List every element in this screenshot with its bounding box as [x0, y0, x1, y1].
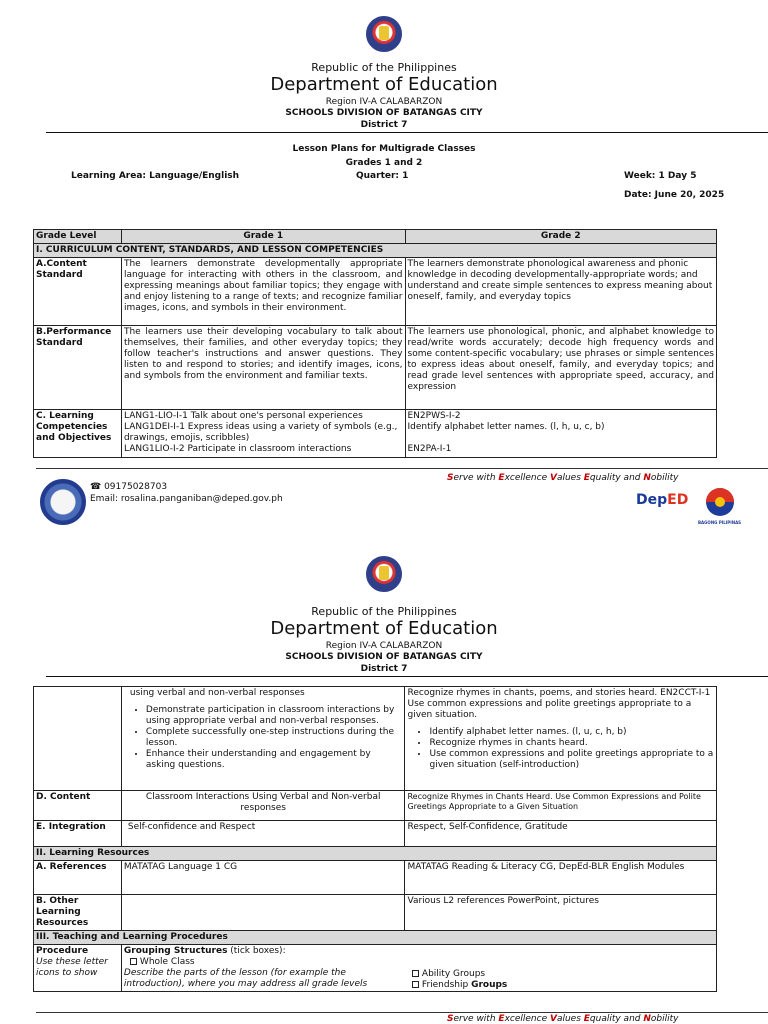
table-row	[34, 791, 717, 821]
objective-list	[146, 705, 403, 771]
ability-groups-option[interactable]: Ability Groups	[412, 969, 485, 980]
section-row	[34, 931, 717, 945]
performance-g1: The learners use their developing vocabulary to talk about themselves, their families, and other everyday topics; they follow teacher's instructions and answer questions. They listen to and respond to stories; and identify images, icons, and symbols from the environment and familiar texts.	[121, 326, 405, 410]
content-standard-g1: The learners demonstrate developmentally appropriate language for interacting with others in the classroom, and expressing meanings about familiar topics; they engage with and enjoy listening to a range of texts; and recognize familiar images, icons, and symbols in their environment.	[121, 258, 405, 326]
table-row	[34, 821, 717, 847]
deped-logo: DepED	[636, 492, 689, 508]
republic-text: Republic of the Philippines	[311, 605, 457, 618]
competency-item: EN2PA-I-1	[407, 444, 452, 454]
competency-item: LANG1LIO-I-2 Participate in classroom interactions	[123, 444, 352, 454]
competency-item: LANG1DEI-I-1 Express ideas using a variety of symbols (e.g., drawings, emojis, scribbles)	[123, 422, 398, 443]
other-resources-label: B. Other Learning Resources	[34, 895, 122, 931]
competencies-g1	[121, 410, 405, 458]
list-item: • Complete successfully one-step instructions during the lesson.	[146, 727, 403, 749]
list-item: • Demonstrate participation in classroom interactions by using appropriate verbal and non-verbal responses.	[146, 705, 403, 727]
col-grade-level: Grade Level	[34, 230, 122, 244]
header-rule	[46, 132, 768, 133]
section-procedures: III. Teaching and Learning Procedures	[34, 931, 717, 945]
content-standard-g2: The learners demonstrate phonological awareness and phonic knowledge in decoding developmentally-appropriate words; and understand and create simple sentences to express meaning about oneself, family, and everyday topics	[405, 258, 717, 326]
objectives-g2	[405, 687, 717, 791]
motto: Serve with Excellence Values Equality and Nobility	[447, 473, 679, 483]
objectives-g1	[121, 687, 405, 791]
republic-text: Republic of the Philippines	[311, 61, 457, 74]
integration-g2: Respect, Self-Confidence, Gratitude	[405, 821, 717, 847]
procedure-label: Procedure	[36, 946, 89, 956]
section-row	[34, 244, 717, 258]
list-item: • Enhance their understanding and engagement by asking questions.	[146, 749, 403, 771]
week-day: Week: 1 Day 5	[624, 171, 697, 181]
section-resources: II. Learning Resources	[34, 847, 717, 861]
competency-spacer	[408, 433, 715, 444]
lesson-title: Lesson Plans for Multigrade Classes	[292, 144, 476, 154]
lesson-table-2	[33, 686, 717, 992]
motto: Serve with Excellence Values Equality and Nobility	[447, 1014, 679, 1024]
bagong-pilipinas-icon	[700, 486, 740, 520]
grouping-heading: Grouping Structures (tick boxes):	[123, 946, 286, 956]
col-grade2: Grade 2	[405, 230, 717, 244]
procedure-note: Use these letter icons to show	[36, 957, 108, 978]
learning-area: Learning Area: Language/English	[71, 171, 240, 181]
table-row	[34, 895, 717, 931]
region-text: Region IV-A CALABARZON	[325, 97, 443, 107]
empty-label	[34, 687, 122, 791]
bagong-pilipinas-text: BAGONG PILIPINAS	[698, 520, 742, 525]
footer-email: Email: rosalina.panganiban@deped.gov.ph	[90, 494, 283, 504]
region-text: Region IV-A CALABARZON	[325, 641, 443, 651]
other-resources-g2: Various L2 references PowerPoint, pictures	[405, 895, 717, 931]
lesson-date: Date: June 20, 2025	[624, 190, 725, 200]
objective-list	[429, 727, 714, 771]
integration-label: E. Integration	[34, 821, 122, 847]
performance-g2: The learners use phonological, phonic, and alphabet knowledge to read/write words accurately; decode high frequency words and some content-specific vocabulary; use phrases or simple sentences to express ideas about oneself, family, and everyday topics; and read grade level sentences with appropriate speed, accuracy, and expression	[405, 326, 717, 410]
footer-rule	[36, 468, 768, 469]
table-row	[34, 945, 717, 992]
integration-g1: Self-confidence and Respect	[121, 821, 405, 847]
table-row	[34, 861, 717, 895]
checkbox-icon[interactable]	[412, 970, 419, 977]
school-badge-icon	[40, 479, 86, 525]
department-title: Department of Education	[270, 618, 498, 639]
references-g1: MATATAG Language 1 CG	[121, 861, 405, 895]
table-header-row	[34, 230, 717, 244]
lesson-grades: Grades 1 and 2	[345, 158, 423, 168]
friendship-groups-option[interactable]: Friendship Groups	[412, 980, 507, 991]
table-row	[34, 687, 717, 791]
competencies-label: C. Learning Competencies and Objectives	[34, 410, 122, 458]
content-standard-label: A.Content Standard	[34, 258, 122, 326]
objective-continued: Recognize rhymes in chants, poems, and stories heard. EN2CCT-I-1 Use common expressions and polite greetings appropriate to a given situation.	[407, 688, 711, 720]
department-title: Department of Education	[270, 74, 498, 95]
footer-rule	[36, 1012, 768, 1013]
division-text: SCHOOLS DIVISION OF BATANGAS CITY	[285, 652, 483, 662]
references-g2: MATATAG Reading & Literacy CG, DepEd-BLR English Modules	[405, 861, 717, 895]
content-g1: Classroom Interactions Using Verbal and Non-verbal responses	[121, 791, 405, 821]
procedure-cell	[34, 945, 122, 992]
quarter: Quarter: 1	[356, 171, 409, 181]
deped-seal-icon	[366, 556, 402, 592]
table-row	[34, 258, 717, 326]
objective-continued: using verbal and non-verbal responses	[129, 688, 305, 698]
performance-label: B.Performance Standard	[34, 326, 122, 410]
district-text: District 7	[360, 664, 408, 674]
list-item: • Use common expressions and polite greetings appropriate to a given situation (self-introduction)	[429, 749, 714, 771]
competency-item: EN2PWS-I-2	[407, 411, 461, 421]
lesson-table-1	[33, 229, 717, 458]
competencies-g2	[405, 410, 717, 458]
division-text: SCHOOLS DIVISION OF BATANGAS CITY	[285, 108, 483, 118]
district-text: District 7	[360, 120, 408, 130]
references-label: A. References	[34, 861, 122, 895]
competency-item: Identify alphabet letter names. (l, h, u, c, b)	[407, 422, 605, 432]
deped-seal-icon	[366, 16, 402, 52]
section-curriculum: I. CURRICULUM CONTENT, STANDARDS, AND LESSON COMPETENCIES	[34, 244, 717, 258]
describe-note: Describe the parts of the lesson (for example the introduction), where you may address all grade levels	[123, 968, 368, 989]
header-rule	[46, 676, 768, 677]
checkbox-icon[interactable]	[412, 981, 419, 988]
whole-class-option[interactable]: Whole Class	[124, 957, 714, 968]
col-grade1: Grade 1	[121, 230, 405, 244]
other-resources-g1	[121, 895, 405, 931]
section-row	[34, 847, 717, 861]
table-row	[34, 326, 717, 410]
grouping-cell	[121, 945, 716, 992]
content-label: D. Content	[34, 791, 122, 821]
table-row	[34, 410, 717, 458]
checkbox-icon[interactable]	[130, 958, 137, 965]
competency-item: LANG1-LIO-I-1 Talk about one's personal experiences	[123, 411, 363, 421]
footer-phone: ☎ 09175028703	[90, 482, 168, 492]
content-g2: Recognize Rhymes in Chants Heard. Use Common Expressions and Polite Greetings Appropriate to a Given Situation	[405, 791, 717, 821]
list-item: • Identify alphabet letter names. (l, u, c, h, b)	[429, 727, 714, 738]
list-item: • Recognize rhymes in chants heard.	[429, 738, 714, 749]
